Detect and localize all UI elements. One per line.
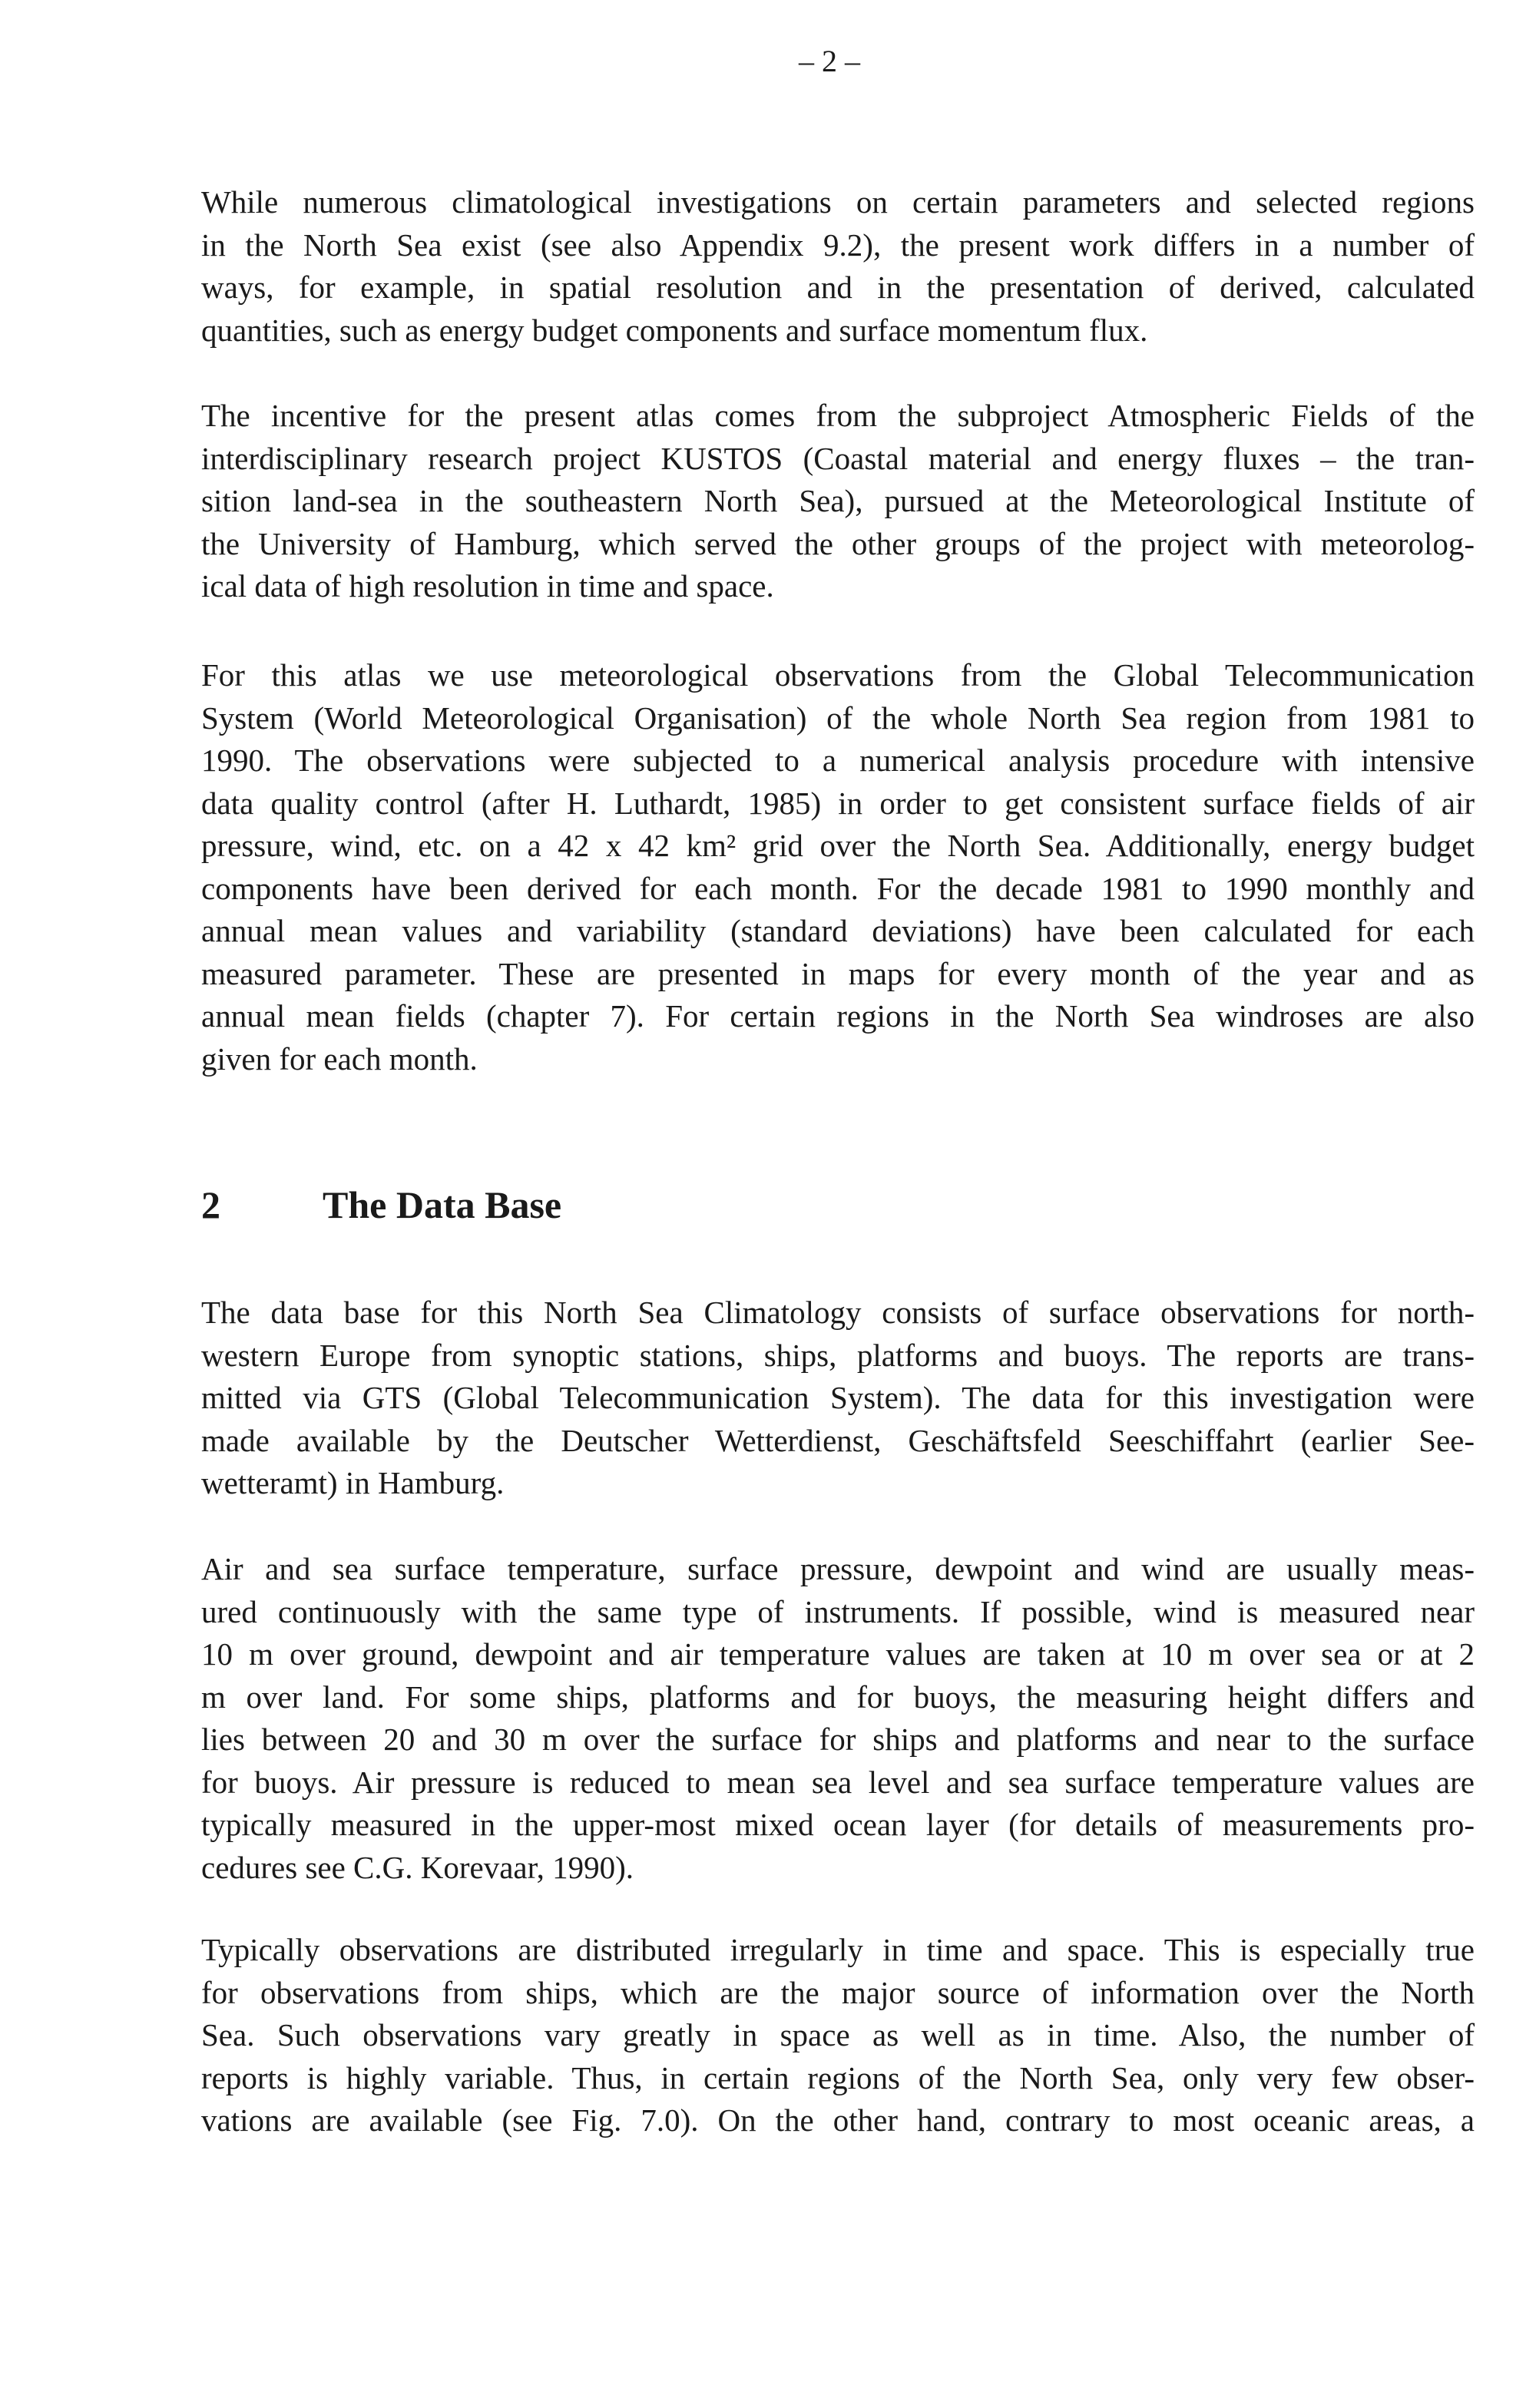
text-line: For this atlas we use meteorological observations from the Global Telecommunication <box>201 657 1475 693</box>
text-line: ical data of high resolution in time and space. <box>201 568 774 604</box>
text-line: lies between 20 and 30 m over the surface for ships and platforms and near to the surface <box>201 1722 1475 1757</box>
text-line: typically measured in the upper-most mixed ocean layer (for details of measurements pro- <box>201 1807 1475 1842</box>
paragraph <box>201 395 1475 608</box>
paragraph <box>201 1548 1475 1889</box>
text-line: pressure, wind, etc. on a 42 x 42 km² grid over the North Sea. Additionally, energy budget <box>201 828 1475 863</box>
text-line: vations are available (see Fig. 7.0). On the other hand, contrary to most oceanic areas, a <box>201 2102 1475 2138</box>
text-line: western Europe from synoptic stations, ships, platforms and buoys. The reports are trans- <box>201 1337 1475 1373</box>
text-line: reports is highly variable. Thus, in certain regions of the North Sea, only very few obser- <box>201 2059 1475 2095</box>
text-line: for buoys. Air pressure is reduced to mean sea level and sea surface temperature values are <box>201 1764 1475 1800</box>
text-line: mitted via GTS (Global Telecommunication System). The data for this investigation were <box>201 1380 1475 1415</box>
text-line: m over land. For some ships, platforms and for buoys, the measuring height differs and <box>201 1679 1475 1715</box>
text-line: sition land-sea in the southeastern North Sea), pursued at the Meteorological Institute of <box>201 483 1475 518</box>
text-line: annual mean fields (chapter 7). For certain regions in the North Sea windroses are also <box>201 998 1475 1034</box>
text-line: Sea. Such observations vary greatly in space as well as in time. Also, the number of <box>201 2017 1475 2052</box>
text-line: The data base for this North Sea Climatology consists of surface observations for north- <box>201 1295 1475 1330</box>
text-line: components have been derived for each month. For the decade 1981 to 1990 monthly and <box>201 870 1475 906</box>
text-line: quantities, such as energy budget components and surface momentum flux. <box>201 312 1148 348</box>
text-line: ured continuously with the same type of instruments. If possible, wind is measured near <box>201 1593 1475 1629</box>
text-line: 10 m over ground, dewpoint and air temperature values are taken at 10 m over sea or at 2 <box>201 1636 1475 1672</box>
section-title: The Data Base <box>323 1183 562 1226</box>
text-line: cedures see C.G. Korevaar, 1990). <box>201 1849 634 1885</box>
text-line: While numerous climatological investigations on certain parameters and selected regions <box>201 184 1475 220</box>
page-number: – 2 – <box>799 44 860 78</box>
text-line: for observations from ships, which are the major source of information over the North <box>201 1974 1475 2010</box>
text-line: Air and sea surface temperature, surface pressure, dewpoint and wind are usually meas- <box>201 1551 1475 1586</box>
text-line: The incentive for the present atlas comes from the subproject Atmospheric Fields of the <box>201 398 1475 433</box>
text-line: annual mean values and variability (standard deviations) have been calculated for each <box>201 913 1475 948</box>
text-line: wetteramt) in Hamburg. <box>201 1465 505 1500</box>
text-line: interdisciplinary research project KUSTOS (Coastal material and energy fluxes – the tran- <box>201 440 1475 476</box>
text-line: in the North Sea exist (see also Appendix 9.2), the present work differs in a number of <box>201 227 1475 263</box>
paragraph <box>201 1929 1475 2142</box>
text-line: System (World Meteorological Organisation) of the whole North Sea region from 1981 to <box>201 700 1475 736</box>
paragraph <box>201 1292 1475 1505</box>
text-line: ways, for example, in spatial resolution and in the presentation of derived, calculated <box>201 270 1475 305</box>
paragraph <box>201 654 1475 1080</box>
text-line: made available by the Deutscher Wetterdienst, Geschäftsfeld Seeschiffahrt (earlier See- <box>201 1422 1475 1458</box>
text-line: data quality control (after H. Luthardt, 1985) in order to get consistent surface fields of air <box>201 785 1475 821</box>
section-number: 2 <box>201 1183 220 1226</box>
text-line: given for each month. <box>201 1040 478 1077</box>
text-line: Typically observations are distributed irregularly in time and space. This is especially true <box>201 1932 1475 1967</box>
text-line: the University of Hamburg, which served the other groups of the project with meteorolog- <box>201 525 1475 561</box>
text-line: measured parameter. These are presented in maps for every month of the year and as <box>201 955 1475 991</box>
paragraph <box>201 181 1475 352</box>
text-line: 1990. The observations were subjected to a numerical analysis procedure with intensive <box>201 743 1475 778</box>
